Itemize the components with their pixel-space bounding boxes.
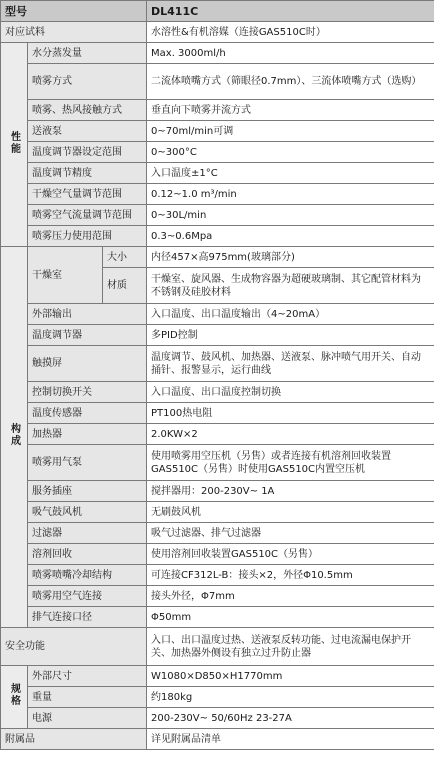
dryer-material-value: 干燥室、旋风器、生成物容器为超硬玻璃制、其它配管材料为不锈钢及硅胶材料 — [147, 268, 434, 304]
spec-row — [1, 687, 434, 708]
struct-row — [1, 346, 434, 382]
perf-row — [1, 43, 434, 64]
struct-row — [1, 382, 434, 403]
row-label: 外部输出 — [28, 304, 147, 325]
model-label: 型号 — [1, 1, 147, 22]
structure-title: 构成 — [8, 423, 20, 447]
row-value: 使用溶剂回收装置GAS510C（另售） — [147, 544, 434, 565]
row-value: PT100热电阻 — [147, 403, 434, 424]
row-value: Max. 3000ml/h — [147, 43, 434, 64]
row-value: 入口温度、出口温度控制切换 — [147, 382, 434, 403]
performance-section — [1, 43, 28, 247]
struct-row — [1, 586, 434, 607]
row-label: 温度调节精度 — [28, 163, 147, 184]
row-value: 无刷鼓风机 — [147, 502, 434, 523]
performance-title: 性能 — [8, 130, 20, 155]
row-label: 温度传感器 — [28, 403, 147, 424]
row-value: 0.3~0.6Mpa — [147, 226, 434, 247]
header-row — [1, 1, 434, 22]
row-label: 喷雾用空气连接 — [28, 586, 147, 607]
perf-row — [1, 226, 434, 247]
accessories-label: 附属品 — [1, 729, 147, 750]
row-value: 入口温度±1°C — [147, 163, 434, 184]
dryer-size-label: 大小 — [103, 247, 147, 268]
row-label: 重量 — [28, 687, 147, 708]
dryer-size-value: 内径457×高975mm(玻璃部分) — [147, 247, 434, 268]
perf-row — [1, 163, 434, 184]
struct-row — [1, 502, 434, 523]
row-value: 使用喷雾用空压机（另售）或者连接有机溶剂回收装置GAS510C（另售）时使用GAS510C内置空压机 — [147, 445, 434, 481]
accessories-value: 详见附属品清单 — [147, 729, 434, 750]
row-value: 多PID控制 — [147, 325, 434, 346]
row-value: 吸气过滤器、排气过滤器 — [147, 523, 434, 544]
row-label: 喷雾用气泵 — [28, 445, 147, 481]
row-value: 200-230V~ 50/60Hz 23-27A — [147, 708, 434, 729]
row-label: 触摸屏 — [28, 346, 147, 382]
row-label: 外部尺寸 — [28, 666, 147, 687]
row-label: 排气连接口径 — [28, 607, 147, 628]
dryer-material-label: 材质 — [103, 268, 147, 304]
struct-row — [1, 403, 434, 424]
safety-row — [1, 628, 434, 666]
safety-value: 入口、出口温度过热、送液泵反转功能、过电流漏电保护开关、加热器外侧设有独立过升防止器 — [147, 628, 434, 666]
row-label: 喷雾空气流量调节范围 — [28, 205, 147, 226]
struct-row — [1, 424, 434, 445]
perf-row — [1, 142, 434, 163]
row-value: 入口温度、出口温度输出（4~20mA） — [147, 304, 434, 325]
struct-row — [1, 247, 434, 268]
row-label: 温度调节器 — [28, 325, 147, 346]
row-label: 加热器 — [28, 424, 147, 445]
applicable-row — [1, 22, 434, 43]
row-label: 干燥空气量调节范围 — [28, 184, 147, 205]
row-value: 垂直向下喷雾并流方式 — [147, 100, 434, 121]
applicable-value: 水溶性&有机溶媒（连接GAS510C时） — [147, 22, 434, 43]
row-label: 溶剂回收 — [28, 544, 147, 565]
row-label: 吸气鼓风机 — [28, 502, 147, 523]
dryer-label: 干燥室 — [28, 247, 103, 304]
row-value: 温度调节、鼓风机、加热器、送液泵、脉冲喷气用开关、自动捅针、报警显示，运行曲线 — [147, 346, 434, 382]
row-label: 服务插座 — [28, 481, 147, 502]
struct-row — [1, 325, 434, 346]
row-value: 2.0KW×2 — [147, 424, 434, 445]
struct-row — [1, 481, 434, 502]
perf-row — [1, 100, 434, 121]
row-label: 喷雾压力使用范围 — [28, 226, 147, 247]
perf-row — [1, 64, 434, 100]
row-label: 喷雾喷嘴冷却结构 — [28, 565, 147, 586]
applicable-label: 对应试料 — [1, 22, 147, 43]
row-value: 二流体喷嘴方式（筛眼径0.7mm）、三流体喷嘴方式（选购） — [147, 64, 434, 100]
row-value: 0.12~1.0 m³/min — [147, 184, 434, 205]
row-label: 喷雾方式 — [28, 64, 147, 100]
specs-title: 规格 — [8, 683, 20, 707]
accessories-row — [1, 729, 434, 750]
row-value: Φ50mm — [147, 607, 434, 628]
row-value: 搅拌器用：200-230V~ 1A — [147, 481, 434, 502]
model-value: DL411C — [147, 1, 434, 22]
row-value: 0~30L/min — [147, 205, 434, 226]
row-label: 过滤器 — [28, 523, 147, 544]
row-value: 0~300°C — [147, 142, 434, 163]
perf-row — [1, 121, 434, 142]
row-label: 温度调节器设定范围 — [28, 142, 147, 163]
struct-row — [1, 544, 434, 565]
perf-row — [1, 205, 434, 226]
struct-row — [1, 607, 434, 628]
row-label: 送液泵 — [28, 121, 147, 142]
struct-row — [1, 445, 434, 481]
row-label: 电源 — [28, 708, 147, 729]
structure-section — [1, 247, 28, 628]
row-label: 喷雾、热风接触方式 — [28, 100, 147, 121]
struct-row — [1, 523, 434, 544]
row-value: W1080×D850×H1770mm — [147, 666, 434, 687]
row-value: 接头外径，Φ7mm — [147, 586, 434, 607]
row-label: 控制切换开关 — [28, 382, 147, 403]
safety-label: 安全功能 — [1, 628, 147, 666]
spec-row — [1, 708, 434, 729]
row-value: 约180kg — [147, 687, 434, 708]
struct-row — [1, 565, 434, 586]
row-value: 可连接CF312L-B：接头×2，外径Φ10.5mm — [147, 565, 434, 586]
perf-row — [1, 184, 434, 205]
spec-row — [1, 666, 434, 687]
struct-row — [1, 304, 434, 325]
row-label: 水分蒸发量 — [28, 43, 147, 64]
row-value: 0~70ml/min可调 — [147, 121, 434, 142]
specs-section — [1, 666, 28, 729]
